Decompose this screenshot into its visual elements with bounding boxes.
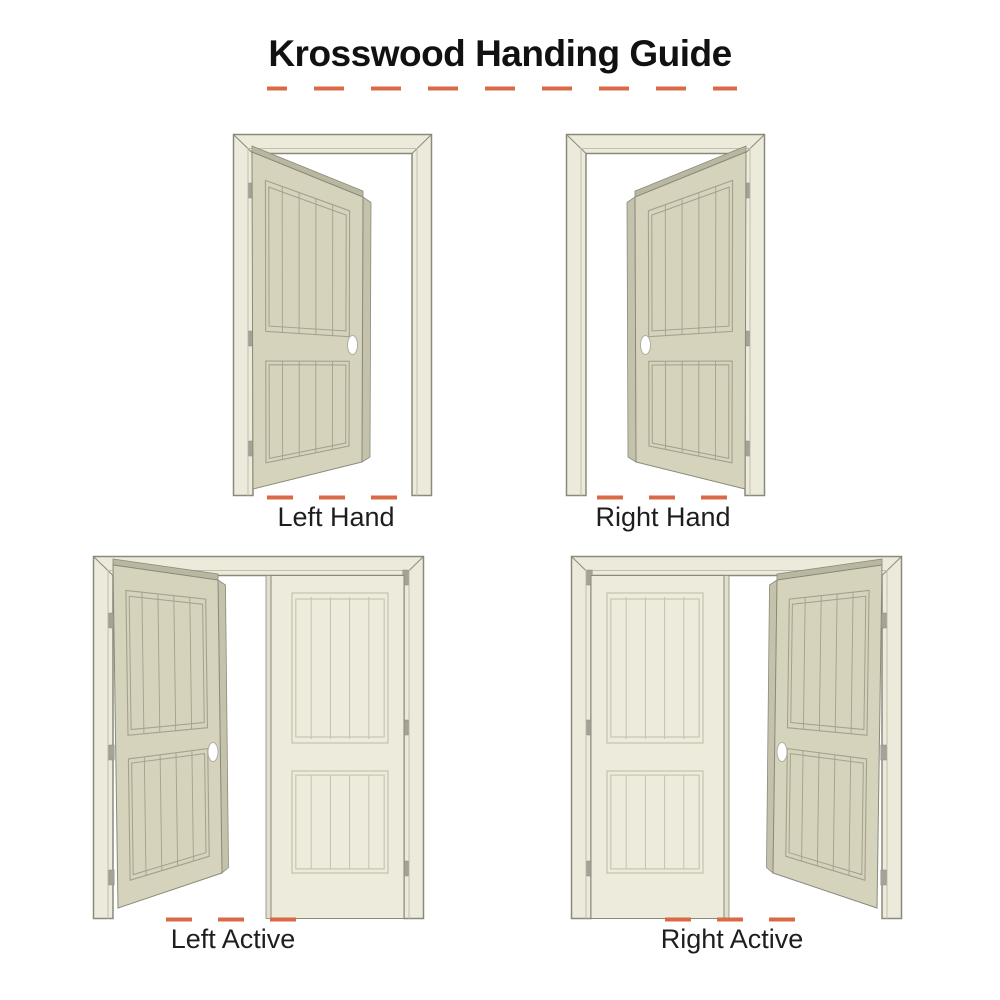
right-active-label-dashes: [665, 917, 795, 922]
page-title: Krosswood Handing Guide: [268, 33, 732, 74]
left-active-label-dashes: [166, 917, 296, 922]
left-active-double-door-illustration: [92, 555, 425, 920]
left-hand-door-illustration: [232, 133, 433, 497]
right-hand-door-illustration: [565, 133, 766, 497]
label-right-active: Right Active: [660, 924, 804, 954]
figure-right-hand: [565, 133, 766, 497]
figure-right-active: [570, 555, 903, 920]
label-left-active: Left Active: [170, 924, 296, 954]
title-underline-dashes: [267, 86, 737, 91]
figure-left-hand: [232, 133, 433, 497]
figure-left-active: [92, 555, 425, 920]
left-hand-label-dashes: [267, 495, 397, 500]
right-hand-label-dashes: [597, 495, 727, 500]
label-right-hand: Right Hand: [595, 502, 731, 532]
right-active-double-door-illustration: [570, 555, 903, 920]
label-left-hand: Left Hand: [277, 502, 395, 532]
